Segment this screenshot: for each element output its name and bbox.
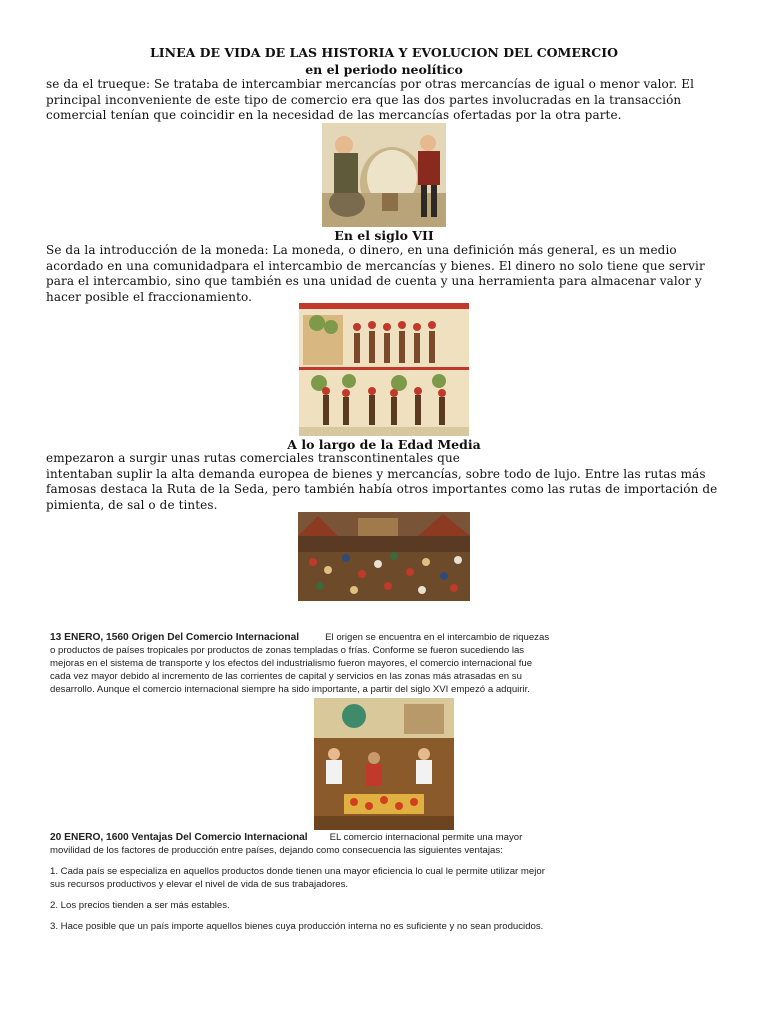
text-line: para el intercambio, sino que también es una unidad de cuenta y una herramienta para almacenar valor y (46, 274, 702, 288)
list-item-1: 1. Cada país se especializa en aquellos productos donde tienen una mayor eficiencia lo cual le permite utilizar mejor (50, 866, 545, 877)
event-date-title: 20 ENERO, 1600 Ventajas Del Comercio Internacional (50, 832, 308, 843)
text-line: o productos de países tropicales por productos de zonas templadas o frías. Conforme se fueron sucediendo las (50, 645, 525, 656)
list-item-1-continued: sus recursos productivos y elevar el nivel de vida de sus trabajadores. (50, 879, 349, 890)
text-line: se da el trueque: Se trataba de intercambiar mercancías por otras mercancías de igual o menor valor. El (46, 77, 695, 91)
text-line: Se da la introducción de la moneda: La moneda, o dinero, en una definición más general, es un medio (46, 243, 677, 257)
paragraph-siglo-vii (46, 243, 726, 305)
section-heading-neolithic: en el periodo neolítico (305, 62, 463, 77)
text-line: desarrollo. Aunque el comercio internacional siempre ha sido importante, a partir del siglo XVI empezó a adquirir. (50, 684, 530, 695)
section-heading-siglo-vii: En el siglo VII (334, 228, 434, 243)
text-line: cada vez mayor debido al incremento de las corrientes de capital y servicios en las zonas más atrasadas en su (50, 671, 522, 682)
text-line: empezaron a surgir unas rutas comerciales transcontinentales que (46, 451, 460, 465)
text-line: famosas destaca la Ruta de la Seda, pero también había otros importantes como las rutas de importación de (46, 482, 718, 496)
text-line: acordado en una comunidadpara el intercambio de mercancías y bienes. El dinero no solo tiene que servir (46, 258, 705, 273)
page-title: LINEA DE VIDA DE LAS HISTORIA Y EVOLUCION DEL COMERCIO (150, 45, 618, 60)
event-first-line (50, 831, 590, 844)
text-line: pimienta, de sal o de tintes. (46, 497, 218, 512)
event-advantages (50, 831, 590, 933)
text-line: intentaban suplir la alta demanda europea de bienes y mercancías, sobre todo de lujo. Entre las rutas más (46, 466, 706, 481)
text-line: mejoras en el sistema de transporte y los efectos del industrialismo fueron mayores, el comercio internacional fue (50, 658, 533, 669)
event-text: El origen se encuentra en el intercambio de riquezas (325, 632, 550, 643)
event-origin (50, 631, 590, 696)
paragraph-edad-media (46, 451, 726, 513)
text-line: principal inconveniente de este tipo de comercio era que las dos partes involucradas en la transacción (46, 92, 682, 107)
aztec-market-illustration (314, 698, 454, 830)
event-text: EL comercio internacional permite una mayor (329, 832, 523, 843)
section-heading-edad-media: A lo largo de la Edad Media (287, 437, 481, 452)
coin-manuscript-illustration (299, 303, 469, 436)
event-date-title: 13 ENERO, 1560 Origen Del Comercio Internacional (50, 632, 300, 643)
event-first-line (50, 631, 590, 644)
list-item-2: 2. Los precios tienden a ser más estables. (50, 900, 230, 911)
text-line: hacer posible el fraccionamiento. (46, 289, 253, 304)
text-line: comercial tenían que coincidir en la necesidad de las mercancías ofertadas por la otra parte. (46, 108, 622, 122)
list-item-3: 3. Hace posible que un país importe aquellos bienes cuya producción interna no es suficiente y no sean producidos. (50, 921, 544, 932)
text-line: movilidad de los factores de producción entre países, dejando como consecuencia las siguientes ventajas: (50, 845, 503, 856)
paragraph-neolithic (46, 77, 726, 124)
medieval-market-painting (298, 512, 470, 601)
barter-illustration (322, 123, 446, 227)
